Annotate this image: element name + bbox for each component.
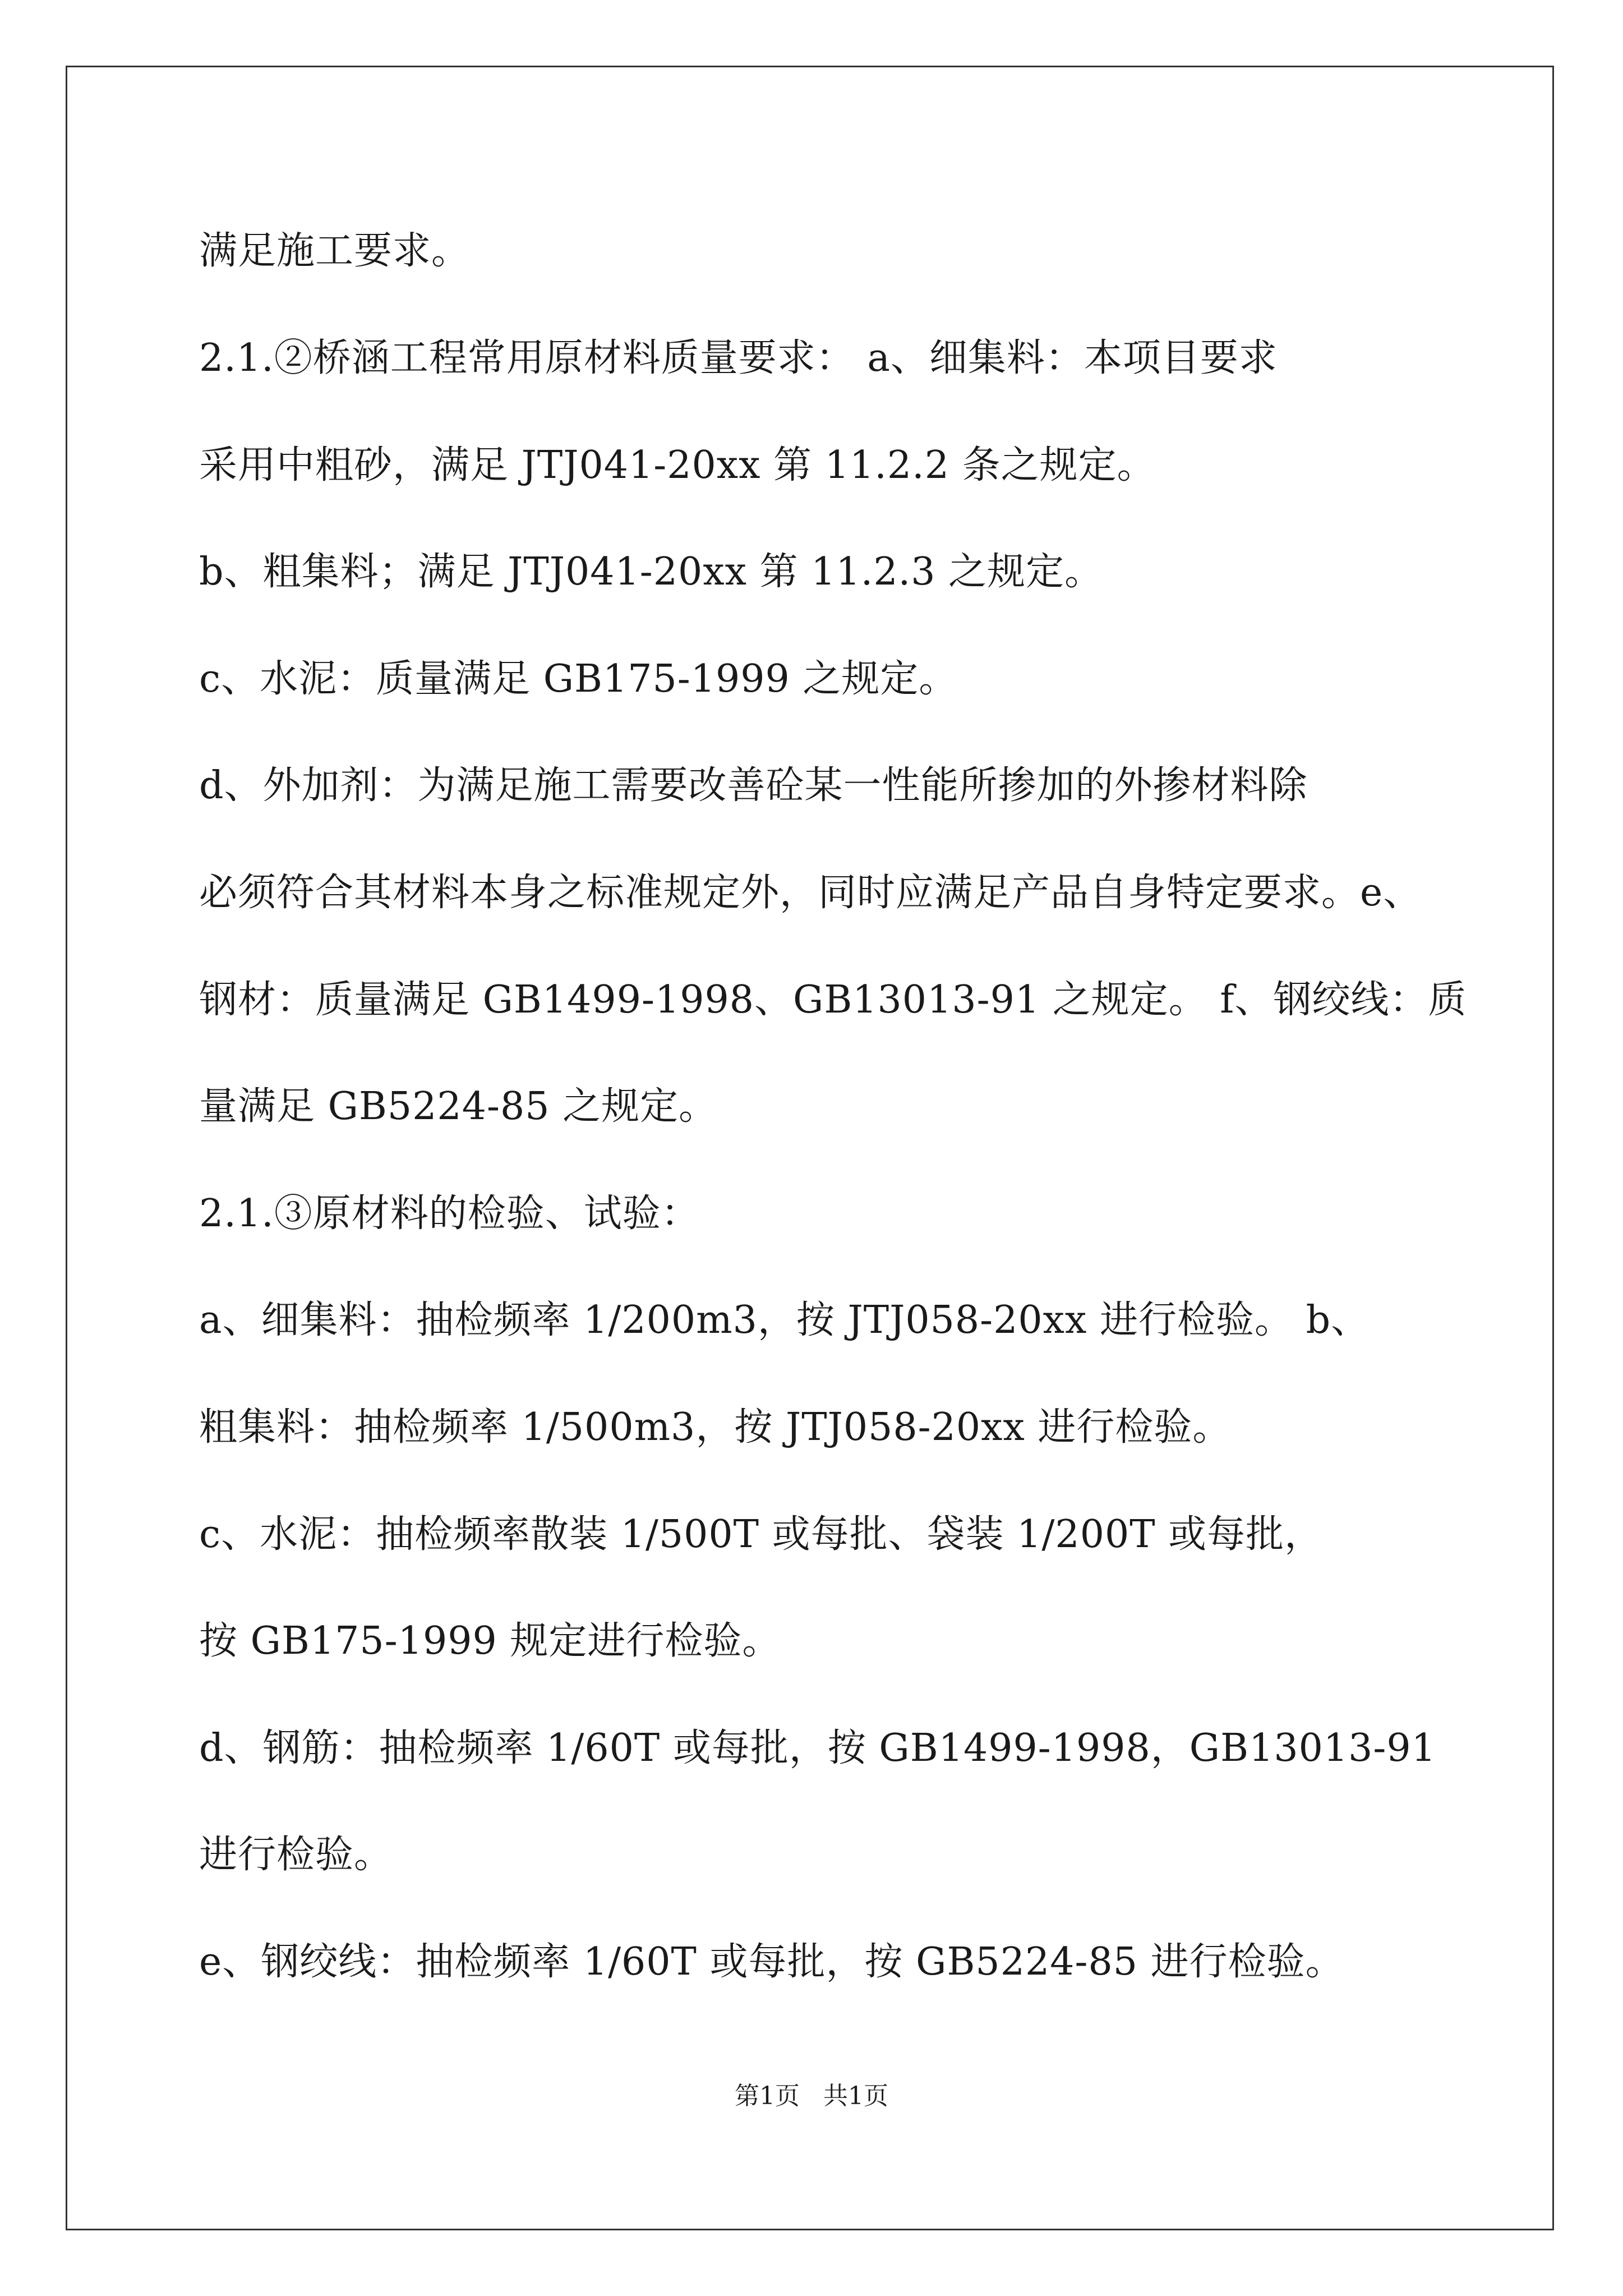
body-line: c、水泥：质量满足 GB175-1999 之规定。 xyxy=(199,657,958,701)
body-line: c、水泥：抽检频率散装 1/500T 或每批、袋装 1/200T 或每批， xyxy=(199,1512,1324,1557)
body-line: 2.1.③原材料的检验、试验： xyxy=(199,1191,700,1236)
body-line: a、细集料：抽检频率 1/200m3，按 JTJ058-20xx 进行检验。 b、 xyxy=(199,1298,1370,1342)
page-border xyxy=(66,66,1554,2230)
body-line: 钢材：质量满足 GB1499-1998、GB13013-91 之规定。 f、钢绞线：质 xyxy=(199,978,1467,1022)
body-line: b、粗集料；满足 JTJ041-20xx 第 11.2.3 之规定。 xyxy=(199,550,1104,594)
body-line: e、钢绞线：抽检频率 1/60T 或每批，按 GB5224-85 进行检验。 xyxy=(199,1940,1344,1984)
body-line: 进行检验。 xyxy=(199,1833,393,1877)
body-line: 满足施工要求。 xyxy=(199,229,471,273)
body-line: 采用中粗砂，满足 JTJ041-20xx 第 11.2.2 条之规定。 xyxy=(199,443,1156,487)
body-line: 2.1.②桥涵工程常用原材料质量要求： a、细集料：本项目要求 xyxy=(199,336,1278,380)
body-line: d、钢筋：抽检频率 1/60T 或每批，按 GB1499-1998，GB13013-91 xyxy=(199,1726,1436,1770)
body-line: d、外加剂：为满足施工需要改善砼某一性能所掺加的外掺材料除 xyxy=(199,763,1308,808)
body-line: 按 GB175-1999 规定进行检验。 xyxy=(199,1619,781,1663)
body-line: 必须符合其材料本身之标准规定外，同时应满足产品自身特定要求。e、 xyxy=(199,871,1422,915)
body-line: 粗集料：抽检频率 1/500m3，按 JTJ058-20xx 进行检验。 xyxy=(199,1405,1232,1450)
body-line: 量满足 GB5224-85 之规定。 xyxy=(199,1084,718,1129)
page-footer: 第1页 共1页 xyxy=(735,2082,888,2110)
